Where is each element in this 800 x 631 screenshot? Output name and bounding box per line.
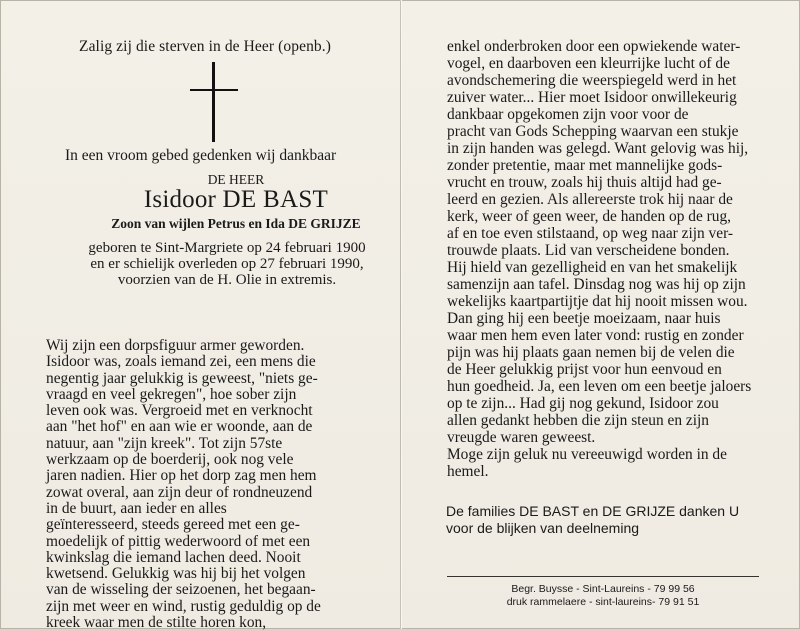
text-line: Dan ging hij een beetje moeizaam, naar huis xyxy=(447,310,721,327)
text-line: negentig jaar gelukkig is geweest, "niets ge- xyxy=(46,369,318,387)
text-line: zowat overal, aan zijn deur of rondneuzend xyxy=(46,483,313,501)
text-line: dankbaar opgekomen zijn voor voor de xyxy=(447,106,689,123)
death-line: en er schielijk overleden op 27 februari 1990, xyxy=(90,256,364,272)
text-line: moedelijk of pittig wederwoord of met een xyxy=(46,532,311,550)
text-line: hemel. xyxy=(447,463,489,480)
text-line: vraagd en veel gekregen", hoe sober zijn xyxy=(46,385,297,403)
text-line: waar men hem even later vond: rustig en zonder xyxy=(447,327,744,344)
last-name: DE BAST xyxy=(222,186,329,213)
text-line: in zijn handen was gelegd. Want gelovig was hij, xyxy=(447,140,749,157)
right-panel xyxy=(401,0,800,629)
text-line: zonder pretentie, maar met mannelijke gods- xyxy=(447,157,723,174)
text-line: Isidoor was, zoals iemand zei, een mens die xyxy=(46,353,316,371)
text-line: kerk, weer of geen weer, de handen op de rug, xyxy=(447,208,731,225)
text-line: vreugde waren geweest. xyxy=(447,429,596,446)
birth-line: geboren te Sint-Margriete op 24 februari 1900 xyxy=(88,240,366,256)
text-line: Hij hield van gezelligheid en van het smakelijk xyxy=(447,259,738,276)
text-line: zuiver water... Hier moet Isidoor onwillekeurig xyxy=(447,89,737,106)
text-line: leven ook was. Vergroeid met en verknocht xyxy=(46,402,313,420)
thanks-line: De families DE BAST en DE GRIJZE danken U xyxy=(446,503,740,519)
sacrament-line: voorzien van de H. Olie in extremis. xyxy=(117,272,337,288)
text-line: natuur, aan "zijn kreek". Tot zijn 57ste xyxy=(46,434,283,452)
intro-line: In een vroom gebed gedenken wij dankbaar xyxy=(65,147,337,164)
text-line: avondschemering die weerspiegeld werd in het xyxy=(447,72,737,89)
text-line: pijn was hij plaats gaan nemen bij de velen die xyxy=(447,344,735,361)
parents-line: Zoon van wijlen Petrus en Ida DE GRIJZE xyxy=(111,216,361,231)
text-line: leerd en gezien. Als allereerste trok hij naar de xyxy=(447,191,733,208)
printer-line: druk rammelaere - sint-laureins- 79 91 51 xyxy=(506,596,700,608)
deceased-name xyxy=(36,186,436,214)
text-line: kreek waar men de stilte horen kon, xyxy=(46,614,267,631)
text-line: Wij zijn een dorpsfiguur armer geworden. xyxy=(46,337,305,354)
text-line: wekelijks kaartpartijtje dat hij nooit missen wou. xyxy=(447,293,748,310)
undertaker-line: Begr. Buysse - Sint-Laureins - 79 99 56 xyxy=(511,583,695,595)
text-line: in de buurt, aan ieder en alles xyxy=(46,499,227,517)
dates-block xyxy=(62,240,392,288)
text-line: vrucht en trouw, zoals hij thuis altijd had ge- xyxy=(447,174,722,191)
text-line: kwetsend. Gelukkig was hij bij het volgen xyxy=(46,565,306,583)
text-line: pracht van Gods Schepping waarvan een stukje xyxy=(447,123,739,140)
divider xyxy=(447,576,759,577)
text-line: trouwde plaats. Lid van verscheidene bonden. xyxy=(447,242,730,259)
text-line: af en toe even stilstaand, op weg naar zijn ver- xyxy=(447,225,734,242)
text-line: jaren nadien. Hier op het dorp zag men hem xyxy=(46,467,317,485)
text-line: op te zijn... Had gij nog gekund, Isidoor zou xyxy=(447,395,719,412)
text-line: vogel, en daarboven een kleurrijke lucht of de xyxy=(447,55,730,72)
text-line: geïnteresseerd, steeds gereed met een ge- xyxy=(46,516,300,534)
motto: Zalig zij die sterven in de Heer (openb.) xyxy=(79,38,332,55)
cross-icon xyxy=(190,62,238,142)
left-panel xyxy=(0,0,400,629)
first-name: Isidoor xyxy=(143,186,217,213)
text-line: werkzaam op de boerderij, ook nog vele xyxy=(46,451,294,469)
story-text xyxy=(447,38,787,480)
text-line: kwinkslag die iemand lachen deed. Nooit xyxy=(46,548,301,566)
text-line: van de wisseling der seizoenen, het begaan- xyxy=(46,581,316,599)
text-line: zijn met weer en wind, rustig geduldig op de xyxy=(46,597,321,615)
text-line: de Heer gelukkig prijst voor hun eenvoud en xyxy=(447,361,722,378)
printer-credits xyxy=(447,583,759,609)
text-line: Moge zijn geluk nu vereeuwigd worden in de xyxy=(447,446,727,463)
text-line: samenzijn aan tafel. Dinsdag nog was hij op zijn xyxy=(447,276,746,293)
thanks-block xyxy=(446,503,786,537)
title-prefix: DE HEER xyxy=(207,172,265,187)
text-line: hun goedheid. Ja, een leven om een beetje jaloers xyxy=(447,378,752,395)
thanks-line: voor de blijken van deelneming xyxy=(446,520,640,536)
text-line: allen gedankt hebben die zijn steun en zijn xyxy=(447,412,709,429)
text-line: aan "het hof" en aan wie er woonde, aan de xyxy=(46,418,313,436)
biography-text xyxy=(46,338,390,631)
text-line: enkel onderbroken door een opwiekende water- xyxy=(447,38,741,55)
